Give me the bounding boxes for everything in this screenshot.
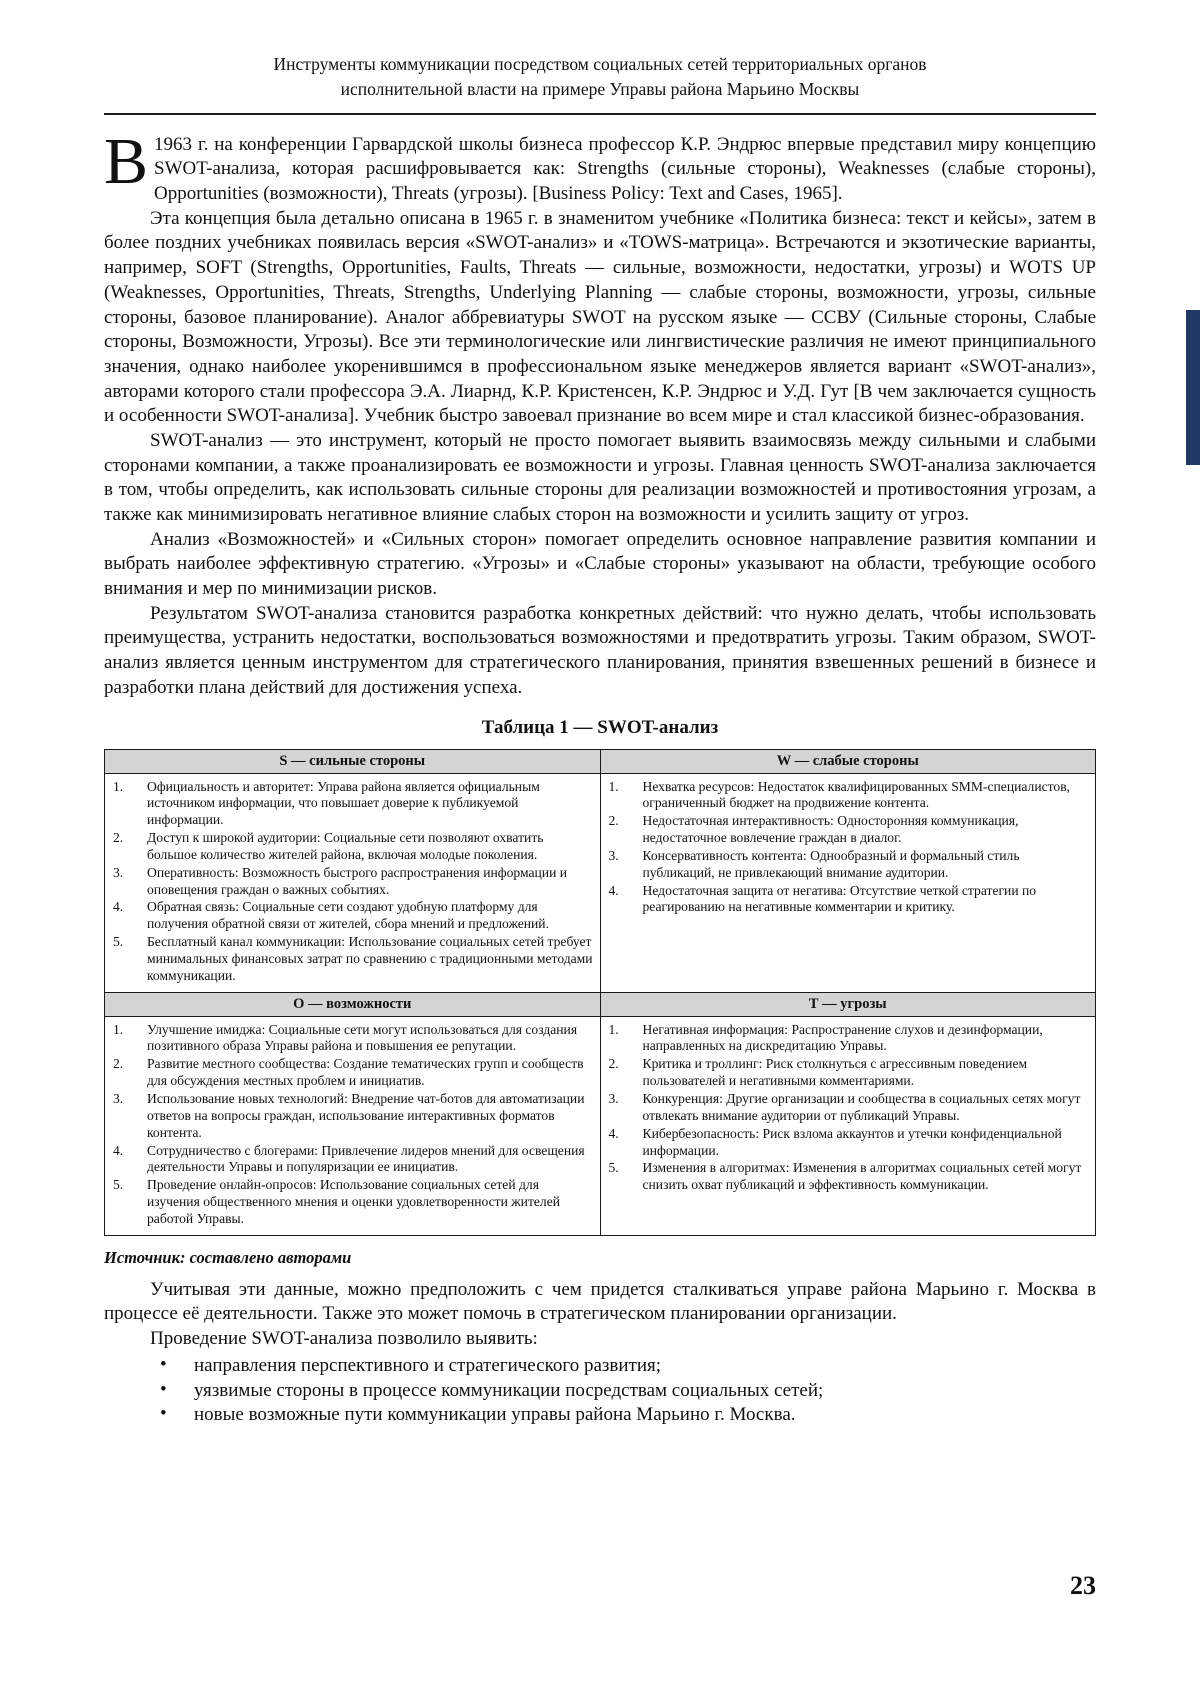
header-weaknesses: W — слабые стороны — [600, 749, 1096, 773]
list-item: Недостаточная защита от негатива: Отсутствие четкой стратегии по реагированию на негативные комментарии и критику. — [642, 882, 1037, 915]
table-header-row-1 — [105, 749, 1096, 773]
edge-marker — [1186, 310, 1200, 465]
cell-weaknesses — [600, 773, 1096, 992]
table-source-note: Источник: составлено авторами — [104, 1247, 352, 1267]
threats-list — [607, 1022, 1090, 1194]
list-item: • направления перспективного и стратегического развития; — [160, 1354, 1096, 1379]
list-item: Нехватка ресурсов: Недостаток квалифицированных SMM-специалистов, ограниченный бюджет на продвижение контента. — [642, 778, 1071, 811]
cell-strengths — [105, 773, 601, 992]
table-caption: Таблица 1 — SWOT-анализ — [481, 716, 719, 738]
list-item: Недостаточная интерактивность: Односторонняя коммуникация, недостаточное вовлечение граждан в диалог. — [642, 813, 1019, 846]
header-strengths: S — сильные стороны — [105, 749, 601, 773]
running-head — [104, 52, 1096, 102]
list-item: Сотрудничество с блогерами: Привлечение лидеров мнений для освещения деятельности Управы и популяризации ее инициатив. — [147, 1142, 585, 1175]
list-item: • уязвимые стороны в процессе коммуникации посредствам социальных сетей; — [160, 1379, 1096, 1404]
swot-table — [104, 749, 1096, 1236]
list-item: Негативная информация: Распространение слухов и дезинформации, направленных на дискредитацию Управы. — [642, 1021, 1043, 1054]
list-item: Оперативность: Возможность быстрого распространения информации и оповещения граждан о важных событиях. — [147, 864, 568, 897]
weaknesses-list — [607, 779, 1090, 917]
list-item: Развитие местного сообщества: Создание тематических групп и сообществ для обсуждения местных проблем и инициатив. — [147, 1056, 584, 1089]
drop-cap: В — [104, 124, 149, 198]
list-item: Использование новых технологий: Внедрение чат-ботов для автоматизации ответов на вопросы граждан, использование интерактивных форматов контента. — [147, 1091, 585, 1140]
list-item: Изменения в алгоритмах: Изменения в алгоритмах социальных сетей могут снизить охват публикаций и эффективность коммуникации. — [642, 1160, 1082, 1193]
page-number: 23 — [1070, 1571, 1096, 1600]
list-item: Улучшение имиджа: Социальные сети могут использоваться для создания позитивного образа Управы района и повышения ее репутации. — [147, 1021, 578, 1054]
cell-opportunities — [105, 1016, 601, 1235]
table-row — [105, 773, 1096, 992]
findings-list — [104, 1354, 1096, 1428]
cell-threats — [600, 1016, 1096, 1235]
list-item: • новые возможные пути коммуникации управы района Марьино г. Москва. — [160, 1403, 1096, 1428]
list-item: Доступ к широкой аудитории: Социальные сети позволяют охватить большое количество жителей района, включая молодые поколения. — [147, 830, 544, 862]
paragraph-4: Анализ «Возможностей» и «Сильных сторон» помогает определить основное направление развития компании и выбрать наиболее эффективную стратегию. «Угрозы» и «Слабые стороны» указывают на области, требующие особого внимания и мер по минимизации рисков. — [104, 528, 1096, 600]
paragraph-7: Проведение SWOT-анализа позволило выявить: — [150, 1328, 538, 1350]
paragraph-3: SWOT-анализ — это инструмент, который не просто помогает выявить взаимосвязь между сильными и слабыми сторонами компании, а также проанализировать ее возможности и угрозы. Главная ценность SWOT-анализа заключается в том, чтобы определить, как использовать сильные стороны для реализации возможностей и противостояния угрозам, а также как минимизировать негативное влияние слабых сторон на возможности и усилить защиту от угроз. — [104, 429, 1096, 525]
list-item: Кибербезопасность: Риск взлома аккаунтов и утечки конфиденциальной информации. — [642, 1125, 1062, 1158]
paragraph-1-text: 1963 г. на конференции Гарвардской школы бизнеса профессор К.Р. Эндрюс впервые представил миру концепцию SWOT-анализа, которая расшифровывается как: Strengths (сильные стороны), Weaknesses (слабые стороны), Opportunities (возможности), Threats (угрозы). [Business Policy: Text and Cases, 1965]. — [154, 133, 1096, 205]
list-item: Обратная связь: Социальные сети создают удобную платформу для получения обратной связи от жителей, сбора мнений и предложений. — [147, 899, 549, 932]
list-item: Бесплатный канал коммуникации: Использование социальных сетей требует минимальных финансовых затрат по сравнению с традиционными методами коммуникации. — [147, 934, 593, 983]
header-threats: Т — угрозы — [600, 992, 1096, 1016]
opportunities-list — [111, 1022, 594, 1228]
paragraph-1 — [104, 124, 1096, 207]
list-item: Проведение онлайн-опросов: Использование социальных сетей для изучения общественного мнения и оценки удовлетворенности жителей работой Управы. — [147, 1177, 561, 1226]
table-row — [105, 1016, 1096, 1235]
paragraph-6: Учитывая эти данные, можно предположить с чем придется сталкиваться управе района Марьино г. Москва в процессе её деятельности. Также это может помочь в стратегическом планировании организации. — [104, 1278, 1096, 1325]
header-divider — [104, 113, 1096, 115]
running-head-line-2: исполнительной власти на примере Управы района Марьино Москвы — [340, 78, 860, 99]
list-item: Официальность и авторитет: Управа района является официальным источником информации, что повышает доверие к публикуемой информации. — [147, 778, 540, 828]
list-item: Критика и троллинг: Риск столкнуться с агрессивным поведением пользователей и негативными комментариями. — [642, 1056, 1028, 1089]
paragraph-2: Эта концепция была детально описана в 1965 г. в знаменитом учебнике «Политика бизнеса: текст и кейсы», затем в более поздних учебниках появилась версия «SWOT-анализ» и «TOWS-матрица». Встречаются и экзотические варианты, например, SOFT (Strengths, Opportunities, Faults, Threats — сильные, возможности, недостатки, угрозы) и WOTS UP (Weaknesses, Opportunities, Threats, Strengths, Underlying Planning — слабые стороны, возможности, угрозы, сильные стороны, базовое планирование). Аналог аббревиатуры SWOT на русском языке — ССВУ (Сильные стороны, Слабые стороны, Возможности, Угрозы). Все эти терминологические или лингвистические различия не имеют принципиального значения, однако наиболее укоренившимся в профессиональном языке менеджеров является вариант «SWOT-анализ», авторами которого стали профессора Э.А. Лиарнд, К.Р. Кристенсен, К.Р. Эндрюс и У.Д. Гут [В чем заключается сущность и особенности SWOT-анализа]. Учебник быстро завоевал признание во всем мире и стал классикой бизнес-образования. — [104, 207, 1096, 427]
list-item: Консервативность контента: Однообразный и формальный стиль публикаций, не привлекающий внимание аудитории. — [642, 847, 1020, 880]
header-opportunities: O — возможности — [105, 992, 601, 1016]
running-head-line-1: Инструменты коммуникации посредством социальных сетей территориальных органов — [273, 54, 927, 74]
strengths-list — [111, 779, 594, 985]
table-header-row-2 — [105, 992, 1096, 1016]
paragraph-5: Результатом SWOT-анализа становится разработка конкретных действий: что нужно делать, чтобы использовать преимущества, устранить недостатки, воспользоваться возможностями и предотвратить угрозы. Таким образом, SWOT-анализ является ценным инструментом для стратегического планирования, принятия взвешенных решений в бизнесе и разработки плана действий для достижения успеха. — [104, 602, 1096, 698]
list-item: Конкуренция: Другие организации и сообщества в социальных сетях могут отвлекать внимание аудитории от публикаций Управы. — [642, 1091, 1081, 1123]
